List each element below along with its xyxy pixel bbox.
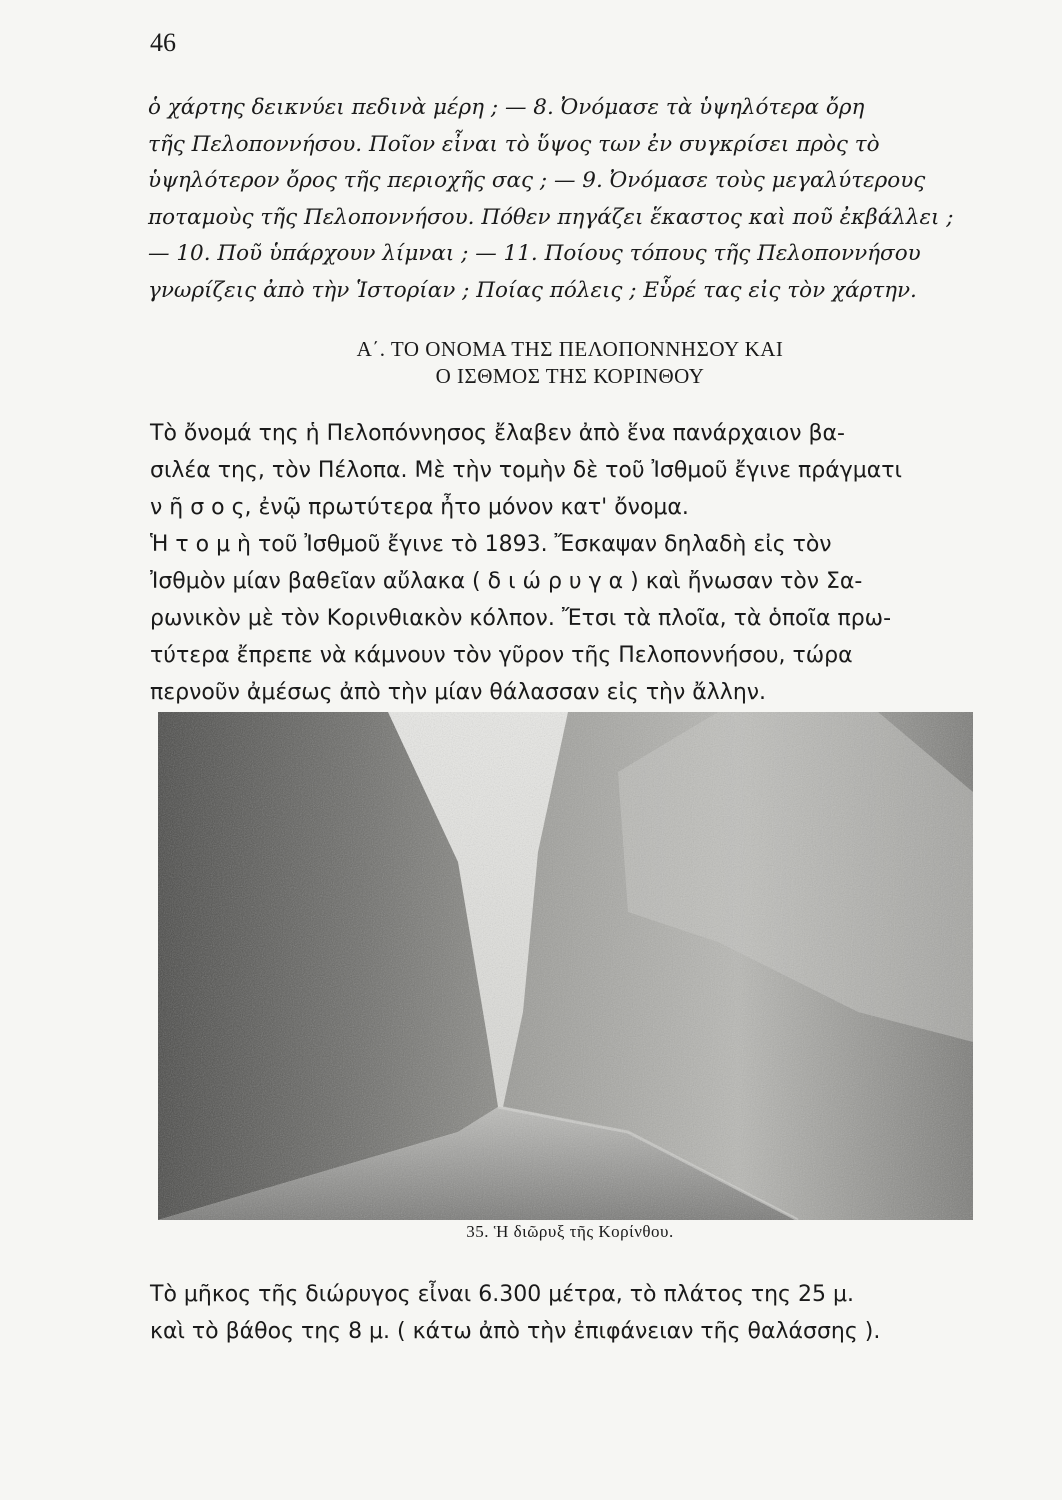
section-heading bbox=[150, 336, 990, 390]
canal-photograph bbox=[158, 712, 973, 1220]
question-line: ποταμοὺς τῆς Πελοποννήσου. Πόθεν πηγάζει ἕκαστος καὶ ποῦ ἐκβάλλει ; bbox=[148, 204, 954, 230]
section-heading-line: Α΄. ΤΟ ΟΝΟΜΑ ΤΗΣ ΠΕΛΟΠΟΝΝΗΣΟΥ ΚΑΙ bbox=[356, 337, 784, 361]
canal-dimensions-paragraph bbox=[150, 1276, 990, 1350]
canal-photo-illustration bbox=[158, 712, 973, 1220]
figure-caption: 35. Ἡ διῶρυξ τῆς Κορίνθου. bbox=[466, 1222, 674, 1241]
body-line: τύτερα ἔπρεπε νὰ κάμνουν τὸν γῦρον τῆς Πελοποννήσου, τώρα bbox=[150, 643, 853, 668]
body-line: ρωνικὸν μὲ τὸν Κορινθιακὸν κόλπον. Ἔτσι τὰ πλοῖα, τὰ ὁποῖα πρω- bbox=[150, 606, 892, 631]
body-line: Ἡ τ ο μ ὴ τοῦ Ἰσθμοῦ ἔγινε τὸ 1893. Ἔσκαψαν δηλαδὴ εἰς τὸν bbox=[150, 532, 832, 557]
body-line: Ἰσθμὸν μίαν βαθεῖαν αὔλακα ( δ ι ώ ρ υ γ α ) καὶ ἤνωσαν τὸν Σα- bbox=[150, 569, 863, 594]
section-heading-line: Ο ΙΣΘΜΟΣ ΤΗΣ ΚΟΡΙΝΘΟΥ bbox=[435, 364, 705, 388]
body-line: ν ῆ σ ο ς, ἐνῷ πρωτύτερα ἦτο μόνον κατ' ὄνομα. bbox=[150, 495, 689, 520]
body-line: Τὸ μῆκος τῆς διώρυγος εἶναι 6.300 μέτρα, τὸ πλάτος της 25 μ. bbox=[150, 1282, 854, 1307]
question-line: τῆς Πελοποννήσου. Ποῖον εἶναι τὸ ὕψος των ἐν συγκρίσει πρὸς τὸ bbox=[148, 131, 880, 157]
main-paragraphs bbox=[150, 415, 990, 711]
body-line: σιλέα της, τὸν Πέλοπα. Μὲ τὴν τομὴν δὲ τοῦ Ἰσθμοῦ ἔγινε πράγματι bbox=[150, 458, 902, 483]
question-line: ὁ χάρτης δεικνύει πεδινὰ μέρη ; — 8. Ὀνόμασε τὰ ὑψηλότερα ὄρη bbox=[148, 95, 865, 120]
question-line: ὑψηλότερον ὄρος τῆς περιοχῆς σας ; — 9. Ὀνόμασε τοὺς μεγαλύτερους bbox=[148, 168, 926, 193]
body-line: Τὸ ὄνομά της ἡ Πελοπόννησος ἔλαβεν ἀπὸ ἕνα πανάρχαιον βα- bbox=[150, 421, 845, 446]
body-line: περνοῦν ἀμέσως ἀπὸ τὴν μίαν θάλασσαν εἰς τὴν ἄλλην. bbox=[150, 680, 767, 705]
review-questions bbox=[148, 90, 988, 309]
body-line: καὶ τὸ βάθος της 8 μ. ( κάτω ἀπὸ τὴν ἐπιφάνειαν τῆς θαλάσσης ). bbox=[150, 1319, 881, 1344]
page-number: 46 bbox=[150, 28, 176, 57]
question-line: γνωρίζεις ἀπὸ τὴν Ἱστορίαν ; Ποίας πόλεις ; Εὗρέ τας εἰς τὸν χάρτην. bbox=[148, 277, 917, 303]
question-line: — 10. Ποῦ ὑπάρχουν λίμναι ; — 11. Ποίους τόπους τῆς Πελοποννήσου bbox=[148, 241, 921, 266]
